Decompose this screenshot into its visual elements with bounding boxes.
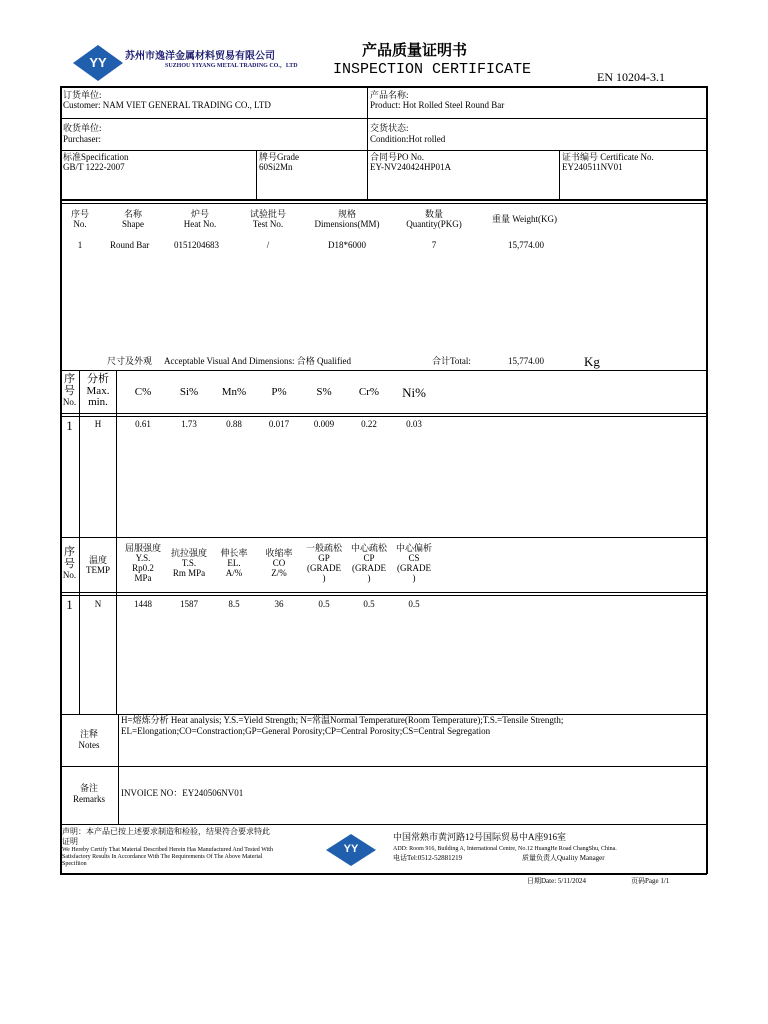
notes-line-2: EL=Elongation;CO=Constraction;GP=General Porosity;CP=Central Porosity;CS=Central Segregation bbox=[121, 726, 491, 736]
frame-right bbox=[706, 86, 708, 874]
visual-value: Acceptable Visual And Dimensions: 合格 Qualified bbox=[164, 356, 352, 366]
footer-quality-manager: 质量负责人Quality Manager bbox=[522, 854, 605, 862]
chem-element-s: S% bbox=[316, 386, 332, 398]
mech-header-co: 收缩率 CO Z/% bbox=[265, 548, 293, 578]
frame-top bbox=[60, 86, 707, 88]
chem-bottom bbox=[60, 537, 706, 538]
footer-logo-text: YY bbox=[343, 843, 359, 855]
chem-header-analysis: 分析 Max. min. bbox=[86, 373, 110, 409]
declaration-cn-1: 声明：本产品已按上述要求制造和检验，结果符合要求特此 bbox=[62, 827, 270, 836]
visual-label-cn: 尺寸及外观 bbox=[107, 356, 153, 366]
mech-vline-2 bbox=[116, 537, 117, 714]
chem-value-ni: 0.03 bbox=[406, 419, 422, 429]
mech-row-temp: N bbox=[94, 599, 102, 609]
grade-value: 60Si2Mn bbox=[259, 162, 293, 172]
total-value: 15,774.00 bbox=[508, 356, 544, 366]
chem-value-cr: 0.22 bbox=[361, 419, 377, 429]
mech-header-bottom-2 bbox=[60, 595, 706, 596]
declaration-en-1: We Hereby Certify That Material Described Herein Has Manufactured And Tested With bbox=[62, 847, 273, 853]
item-test: / bbox=[266, 240, 270, 250]
chem-element-c: C% bbox=[134, 386, 152, 398]
item-no: 1 bbox=[77, 240, 83, 250]
frame-bottom bbox=[60, 873, 707, 875]
title-en: INSPECTION CERTIFICATE bbox=[333, 61, 532, 78]
po-label: 合同号PO No. bbox=[370, 152, 425, 162]
purchaser-label-cn: 收货单位: bbox=[63, 123, 102, 133]
declaration-en-2: Satisfactory Results In Accordance With The Requirements Of The Above Material bbox=[62, 854, 263, 860]
product-label-cn: 产品名称: bbox=[370, 90, 409, 100]
items-header-heat: 炉号 Heat No. bbox=[183, 209, 217, 229]
chem-row-type: H bbox=[94, 419, 102, 429]
customer-label-cn: 订货单位: bbox=[63, 90, 102, 100]
company-logo-text: YY bbox=[89, 55, 107, 70]
items-header-qty: 数量 Quantity(PKG) bbox=[406, 209, 462, 229]
items-header-dim: 规格 Dimensions(MM) bbox=[314, 209, 380, 229]
items-bottom-line bbox=[60, 370, 706, 371]
chem-vline-2 bbox=[116, 370, 117, 537]
total-label: 合计Total: bbox=[432, 356, 471, 366]
chem-element-si: Si% bbox=[179, 386, 199, 398]
chem-element-mn: Mn% bbox=[221, 386, 247, 398]
notes-vline bbox=[118, 714, 119, 824]
info-vline-grade bbox=[256, 150, 257, 199]
items-header-test: 试验批号 Test No. bbox=[249, 209, 286, 229]
items-top-line bbox=[60, 203, 706, 204]
chem-value-mn: 0.88 bbox=[226, 419, 242, 429]
purchaser-value: Purchaser: bbox=[63, 134, 101, 144]
mech-value-cp: 0.5 bbox=[363, 599, 375, 609]
items-header-weight: 重量 Weight(KG) bbox=[492, 214, 558, 224]
mech-value-gp: 0.5 bbox=[318, 599, 330, 609]
standard-label: EN 10204-3.1 bbox=[597, 70, 665, 84]
product-value: Product: Hot Rolled Steel Round Bar bbox=[370, 100, 505, 110]
declaration-cn-2: 证明 bbox=[62, 837, 78, 846]
chem-value-si: 1.73 bbox=[181, 419, 197, 429]
declaration-en-3: Specifiion bbox=[62, 861, 87, 867]
total-unit: Kg bbox=[584, 354, 600, 369]
spec-value: GB/T 1222-2007 bbox=[63, 162, 125, 172]
item-shape: Round Bar bbox=[110, 240, 150, 250]
info-vline-cert bbox=[559, 150, 560, 199]
condition-label-cn: 交货状态: bbox=[370, 123, 409, 133]
remarks-label: 备注 Remarks bbox=[73, 783, 105, 804]
chem-header-bottom-2 bbox=[60, 416, 706, 417]
chem-element-cr: Cr% bbox=[358, 386, 380, 398]
cert-value: EY240511NV01 bbox=[562, 162, 623, 172]
notes-line-1: H=熔炼分析 Heat analysis; Y.S.=Yield Strength; N=常温Normal Temperature(Room Temperature);T.S.=Tensile Strength; bbox=[121, 715, 564, 725]
customer-value: Customer: NAM VIET GENERAL TRADING CO., LTD bbox=[63, 100, 271, 110]
grade-label: 牌号Grade bbox=[259, 152, 299, 162]
info-divider-2 bbox=[60, 150, 706, 151]
mech-value-el: 8.5 bbox=[228, 599, 240, 609]
cert-label: 证书编号 Certificate No. bbox=[562, 152, 654, 162]
chem-value-c: 0.61 bbox=[135, 419, 151, 429]
title-cn: 产品质量证明书 bbox=[362, 43, 468, 59]
item-heat: 0151204683 bbox=[174, 240, 219, 250]
item-weight: 15,774.00 bbox=[508, 240, 544, 250]
company-name-en: SUZHOU YIYANG METAL TRADING CO.，LTD bbox=[165, 63, 298, 69]
mech-value-cs: 0.5 bbox=[408, 599, 420, 609]
chem-element-ni: Ni% bbox=[402, 385, 426, 400]
info-divider-3 bbox=[60, 199, 706, 201]
mech-header-bottom bbox=[60, 592, 706, 593]
footer-date: 日期Date: 5/11/2024 bbox=[527, 877, 587, 885]
info-divider-1 bbox=[60, 118, 706, 119]
mech-header-gp: 一般疏松 GP (GRADE ) bbox=[305, 543, 342, 583]
mech-header-no: 序 号 No. bbox=[62, 546, 77, 581]
mech-header-ys: 屈服强度 Y.S. Rp0.2 MPa bbox=[124, 543, 161, 583]
chem-header-bottom bbox=[60, 413, 706, 414]
chem-value-s: 0.009 bbox=[313, 419, 335, 429]
notes-label: 注释 Notes bbox=[78, 729, 100, 750]
info-vline-mid bbox=[367, 86, 368, 199]
mech-header-temp: 温度 TEMP bbox=[85, 555, 110, 575]
items-header-no: 序号 No. bbox=[70, 209, 89, 229]
mech-value-ts: 1587 bbox=[180, 599, 198, 609]
mech-row-no: 1 bbox=[66, 597, 73, 612]
footer-address-en: ADD: Room 916, Building A, International Centre, No.12 HuangHe Road ChangShu, China. bbox=[393, 846, 617, 852]
frame-left bbox=[60, 86, 62, 874]
condition-value: Condition:Hot rolled bbox=[370, 134, 446, 144]
chem-value-p: 0.017 bbox=[268, 419, 290, 429]
chem-row-no: 1 bbox=[66, 418, 73, 433]
po-value: EY-NV240424HP01A bbox=[370, 162, 451, 172]
chem-header-no: 序 号 No. bbox=[62, 373, 77, 408]
remarks-invoice: INVOICE NO：EY240506NV01 bbox=[121, 788, 244, 798]
remarks-bottom bbox=[60, 824, 706, 825]
mech-header-cs: 中心偏析 CS (GRADE ) bbox=[395, 543, 432, 583]
spec-label: 标准Specification bbox=[63, 152, 129, 162]
mech-value-co: 36 bbox=[274, 599, 284, 609]
footer-address-cn: 中国常熟市黄河路12号国际贸易中A座916室 bbox=[393, 832, 567, 842]
company-name-cn: 苏州市逸洋金属材料贸易有限公司 bbox=[125, 51, 275, 62]
items-header-shape: 名称 Shape bbox=[122, 209, 144, 229]
footer-tel: 电话Tel:0512-52881219 bbox=[393, 854, 463, 862]
notes-bottom bbox=[60, 766, 706, 767]
mech-value-ys: 1448 bbox=[134, 599, 152, 609]
mech-header-cp: 中心疏松 CP (GRADE ) bbox=[350, 543, 387, 583]
chem-element-p: P% bbox=[271, 386, 287, 398]
item-qty: 7 bbox=[431, 240, 437, 250]
mech-header-ts: 抗拉强度 T.S. Rm MPa bbox=[170, 548, 207, 578]
item-dim: D18*6000 bbox=[328, 240, 366, 250]
footer-page: 页码Page 1/1 bbox=[631, 877, 670, 885]
mech-header-el: 伸长率 EL. A/% bbox=[220, 548, 248, 578]
